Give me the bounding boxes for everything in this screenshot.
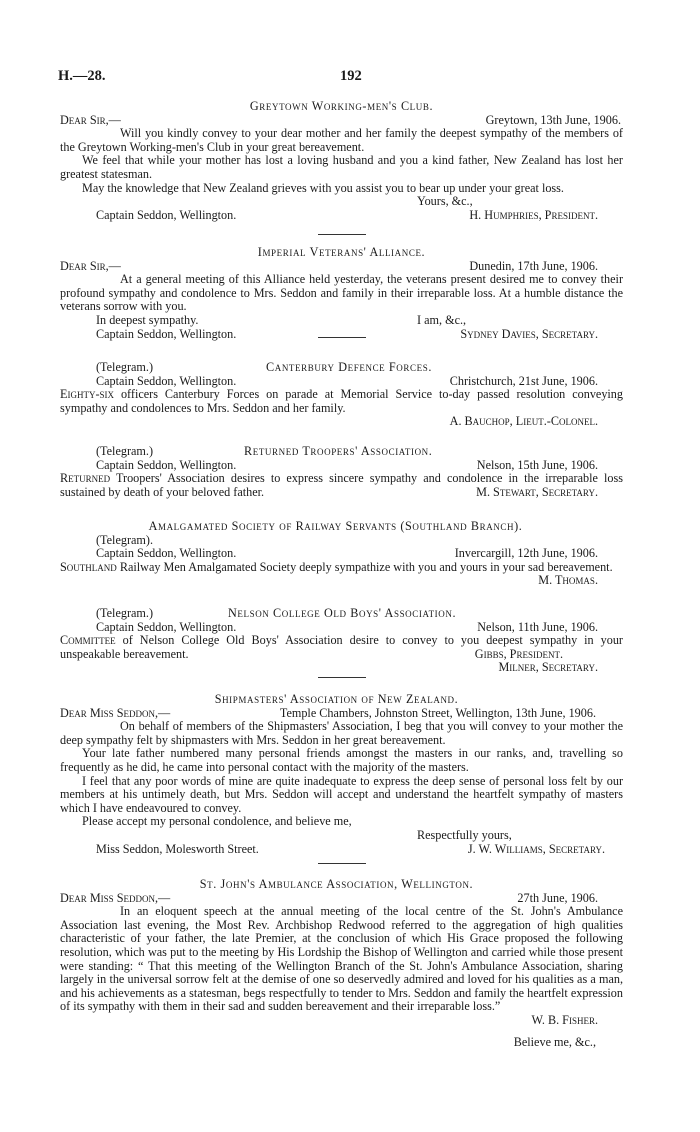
letter-title: Imperial Veterans' Alliance.	[257, 245, 426, 259]
telegram-label: (Telegram.)	[96, 444, 154, 458]
letter-title: Greytown Working-men's Club.	[249, 99, 434, 113]
divider	[318, 234, 366, 235]
signature: H. Humphries, President.	[469, 207, 598, 222]
heading-row	[60, 445, 623, 459]
letter-troopers	[60, 445, 623, 499]
paragraph: We feel that while your mother has lost a loving husband and you a kind father, New Zealand has lost her greatest statesman.	[60, 153, 623, 181]
addressee: Captain Seddon, Wellington.	[96, 619, 237, 634]
signoff-row	[60, 843, 623, 857]
letter-title: Returned Troopers' Association.	[244, 444, 433, 458]
place-date: Nelson, 15th June, 1906.	[476, 457, 598, 472]
closing: I am, &c.,	[417, 312, 467, 327]
letter-title: Canterbury Defence Forces.	[266, 360, 432, 374]
signoff-row	[60, 314, 623, 328]
addressee: Miss Seddon, Molesworth Street.	[96, 841, 259, 856]
letter-stjohns	[60, 877, 623, 1049]
paragraph: May the knowledge that New Zealand grieves with you assist you to bear up under your great loss.	[82, 180, 564, 195]
signature: M. Thomas.	[538, 573, 598, 587]
signature: Sydney Davies, Secretary.	[460, 326, 598, 341]
salutation-row	[60, 114, 623, 128]
paragraph: In an eloquent speech at the annual meeting of the local centre of the St. John's Ambulance Association last evening, the Most Rev. Archbishop Redwood referred to the aggregation of high qualities characteristic of your father, the late Premier, at the conclusion of which His Grace proposed the following resolution, which was put to the meeting by His Lordship the Bishop of Wellington and carried while those present were standing: “ That this meeting of the Wellington Branch of the St. John's Ambulance Association, sharing largely in the universal sorrow felt at the demise of one so deservedly admired and loved for his qualities as a man, and his achievements as a statesman, begs respectfully to tender to Mrs. Seddon and family the heartfelt expression of its sympathy with them in their sad and sudden bereavement and their irreparable loss.”	[60, 904, 623, 1014]
letter-railway	[60, 519, 623, 587]
date: 27th June, 1906.	[517, 890, 598, 905]
addressee: Captain Seddon, Wellington.	[96, 457, 237, 472]
section-code: H.—28.	[58, 68, 106, 84]
lead-word: Southland	[60, 559, 117, 574]
address-row	[60, 375, 623, 389]
salutation-row	[60, 260, 623, 274]
divider	[318, 337, 366, 338]
paragraph: On behalf of members of the Shipmasters' Association, I beg that you will convey to your mother the deep sympathy felt by shipmasters with Mrs. Seddon in her great bereavement.	[60, 719, 623, 747]
paragraph: I feel that any poor words of mine are quite inadequate to express the deep sense of personal loss felt by our members at his untimely death, but Mrs. Seddon will accept and understand the heartfelt sympathy of masters which I have endeavoured to convey.	[60, 773, 623, 815]
letter-canterbury	[60, 361, 623, 429]
telegram-body	[60, 388, 623, 415]
paragraph: Will you kindly convey to your dear mother and her family the deepest sympathy of the members of the Greytown Working-men's Club in your great bereavement.	[60, 126, 623, 154]
closing: Yours, &c.,	[417, 194, 473, 209]
paragraph: Please accept my personal condolence, and believe me,	[82, 814, 352, 829]
paragraph: Your late father numbered many personal friends amongst the masters in our ranks, and, travelling so frequently as he did, he came into personal contact with the majority of the masters.	[60, 746, 623, 774]
divider	[318, 677, 366, 678]
heading-row	[60, 607, 623, 621]
addressee: Captain Seddon, Wellington.	[96, 373, 237, 388]
telegram-label: (Telegram.)	[96, 360, 154, 374]
letter-greytown	[60, 100, 623, 222]
address-row	[60, 459, 623, 473]
body-text: of Nelson College Old Boys' Association desire to convey to you deepest sympathy in your unspeakable bereavement.	[60, 633, 623, 661]
address-row	[60, 547, 623, 561]
letter-shipmasters	[60, 693, 623, 856]
letter-title: Shipmasters' Association of New Zealand.	[214, 692, 459, 706]
place-date: Greytown, 13th June, 1906.	[485, 112, 621, 127]
signature: J. W. Williams, Secretary.	[467, 841, 605, 856]
paragraph: At a general meeting of this Alliance held yesterday, the veterans present desired me to convey their profound sympathy and condolence to Mrs. Seddon and family in their irreparable loss. At a humble distance the veterans sorrow with you.	[60, 272, 623, 314]
addressee: Captain Seddon, Wellington.	[96, 326, 237, 341]
lead-word: Committee	[60, 633, 116, 648]
salutation: Dear Sir,—	[60, 112, 121, 127]
letter-title: Nelson College Old Boys' Association.	[228, 606, 457, 620]
telegram-label: (Telegram.)	[96, 606, 154, 620]
place-date: Temple Chambers, Johnston Street, Wellington, 13th June, 1906.	[279, 705, 596, 720]
signoff-row	[60, 209, 623, 223]
letter-title: Amalgamated Society of Railway Servants (Southland Branch).	[148, 519, 523, 533]
lead-word: Returned	[60, 471, 111, 486]
place-date: Christchurch, 21st June, 1906.	[449, 373, 598, 388]
closing: Believe me, &c.,	[513, 1035, 596, 1049]
salutation-row	[60, 707, 623, 721]
telegram-label: (Telegram).	[96, 532, 154, 547]
salutation: Dear Sir,—	[60, 258, 121, 273]
signature: Gibbs, President.	[474, 647, 563, 661]
place-date: Nelson, 11th June, 1906.	[477, 619, 598, 634]
body-text: Railway Men Amalgamated Society deeply sympathize with you and yours in your sad bereavement.	[116, 559, 613, 574]
place-date: Dunedin, 17th June, 1906.	[469, 258, 598, 273]
body-text: Troopers' Association desires to express sincere sympathy and condolence in the irreparable loss sustained by death of your beloved father.	[60, 471, 623, 499]
salutation: Dear Miss Seddon,—	[60, 705, 171, 720]
body-text: officers Canterbury Forces on parade at Memorial Service to-day passed resolution conveying sympathy and condolences to Mrs. Seddon and her family.	[60, 387, 623, 415]
addressee: Captain Seddon, Wellington.	[96, 207, 237, 222]
signature: Milner, Secretary.	[498, 660, 598, 675]
letter-veterans	[60, 246, 623, 341]
addressee: Captain Seddon, Wellington.	[96, 546, 237, 561]
signoff-row	[60, 328, 623, 342]
signature: A. Bauchop, Lieut.-Colonel.	[449, 414, 598, 429]
letter-nelson	[60, 607, 623, 675]
lead-word: Eighty-six	[60, 387, 114, 402]
sign-left: In deepest sympathy.	[96, 312, 199, 327]
place-date: Invercargill, 12th June, 1906.	[454, 546, 598, 561]
salutation-row	[60, 892, 623, 906]
signature: M. Stewart, Secretary.	[476, 485, 598, 499]
letter-title: St. John's Ambulance Association, Wellington.	[199, 877, 474, 891]
salutation: Dear Miss Seddon,—	[60, 890, 171, 905]
signature: W. B. Fisher.	[531, 1012, 598, 1027]
closing: Respectfully yours,	[417, 827, 512, 842]
page-number: 192	[340, 68, 362, 84]
heading-row	[60, 361, 623, 375]
address-row	[60, 621, 623, 635]
divider	[318, 863, 366, 864]
